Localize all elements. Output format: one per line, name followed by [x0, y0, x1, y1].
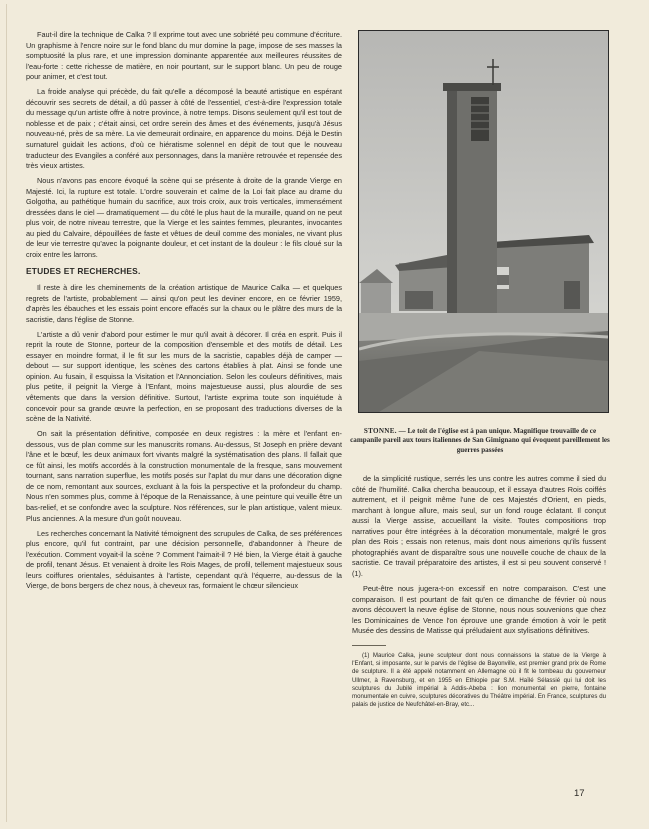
paragraph: Faut-il dire la technique de Calka ? Il exprime tout avec une sobriété peu commune d'écriture. Un graphisme à l'encre noire sur le fond blanc du mur domine la page, impose de ses masses la somptuosité la plus rare, et une impression dominante apparentée aux meilleures réussites de l'eau-forte : cette richesse de matière, en noir pourtant, sur le support blanc. Un peu de rouge pour animer, et c'est tout. — [26, 30, 342, 82]
church-photo-drawing — [359, 31, 608, 412]
paragraph: Les recherches concernant la Nativité témoignent des scrupules de Calka, de ses préférences plus encore, qu'il fut contraint, par une décision personnelle, d'abandonner à l'heure de l'exécution. Comment voyait-il la scène ? Comment l'aimait-il ? Hé bien, la Vierge était à gauche de profil, tenant Jésus. Et venaient à droite les Rois Mages, de profil, tellement majestueux sous leurs coiffures orientales, séduisantes à l'artiste, cependant qu'à l'équerre, au-dessus de la Vierge, de bons bergers de chez nous, à cheveux ras, formaient le chœur silencieux — [26, 528, 342, 591]
left-column — [26, 30, 342, 596]
church-photo — [358, 30, 609, 413]
paragraph: Peut-être nous jugera-t-on excessif en notre comparaison. C'est une comparaison. Il est pourtant de fait qu'en ce dimanche de février où nous avons découvert la neuve église de Stonne, nous nous souvenions que chez les Dominicaines de Vence l'on éprouve une grande émotion à voir le petit Musée des dessins de Matisse qui préludaient aux stylisations définitives. — [352, 583, 606, 636]
paragraph: Il reste à dire les cheminements de la création artistique de Maurice Calka — et quelques regrets de l'artiste, probablement — ainsi qu'on peut les deviner encore, en ce février 1959, d'après les ébauches et les essais point encore effacés sur la chaux ou le plâtre des murs de la sacristie, dans l'église de Stonne. — [26, 283, 342, 324]
footnote-text: (1) Maurice Calka, jeune sculpteur dont nous connaissons la statue de la Vierge à l'Enfant, si imposante, sur le parvis de l'église de Bayonville, est premier grand prix de Rome de sculpture. Il a été appelé notamment en Allemagne où il fit le tombeau du gouverneur Ullmer, à Ravensburg, et en 1955 en Ethiopie par S.M. Haïlé Sélassié qui lui doit les sculptures du Jubilé impérial à Addis-Abeba : lion monumental en pierre, fontaine monumentale en cuivre, sculptures décoratives du Théâtre impérial. En France, sculptures du palais de justice de Neufchâtel-en-Bray, etc... — [352, 651, 606, 709]
right-column — [352, 474, 606, 710]
section-heading: ETUDES ET RECHERCHES. — [26, 266, 141, 277]
paragraph: L'artiste a dû venir d'abord pour estimer le mur qu'il avait à décorer. Il créa en esprit. Puis il reprit la route de Stonne, porteur de la composition d'ensemble et des motifs de détail. Les essayer en moindre format, il le fit sur les murs de la sacristie, capables déjà de camper — debout — sur support identique, les scènes des cartons établies à plat. Ainsi se fonde une opinion. Au fusain, il esquissa la Visitation et l'Annonciation. Selon les couleurs définitives, mais plus petite, il peignit la Vierge à l'Enfant, moins majestueuse aussi, plus alourdie de ses vêtements que dans la version définitive. Surtout, l'artiste exprima toute son inquiétude à concevoir pour sa grande œuvre la perfection, en se proposant des traductions diverses de la scène de la Nativité. — [26, 329, 342, 424]
caption-lead: STONNE. — [363, 427, 397, 435]
footnote — [352, 652, 606, 710]
paragraph: de la simplicité rustique, serrés les uns contre les autres comme il sied du côté de l'humilité. Calka chercha beaucoup, et il essaya d'autres Rois coiffés autrement, et il peignit même l'une de ces Majestés d'Orient, en pieds, marchant à longue allure, mais seul, sur un fond rouge éclatant. Il conçut aussi la Vierge assise, accueillant la visite. Toutes compositions trop narratives pour être intégrées à la décoration monumentale, malgré le gros plan des Rois ; essais non retenus, mais dont nous aimerions qu'ils fussent photographiés avant de disparaître sous une nouvelle couche de chaux de la sacristie. Ce travail préparatoire des artistes, il est si peu souvent conservé ! (1). — [352, 474, 606, 578]
photo-caption — [349, 427, 611, 455]
paragraph: La froide analyse qui précède, du fait qu'elle a décomposé la beauté artistique en espérant découvrir ses secrets de détail, a dû passer à côté de l'essentiel, c'est-à-dire l'expression totale du message qu'un artiste offre à notre province, à notre temps. Disons seulement qu'il est tout de noblesse et de paix ; c'était ainsi, cet ordre serein des âmes et des événements, jusqu'à Jésus nouveau-né, près de sa mère. La vie demeurait ordinaire, en apparence du moins. Déjà le Destin surnaturel guidait les actions, d'où ce hiératisme solennel en dépit de tout que le nouveau traducteur des Evangiles a conféré aux personnages, dans la manière retrouvée et repensée des très vieux artistes. — [26, 87, 342, 171]
paragraph: Nous n'avons pas encore évoqué la scène qui se présente à droite de la grande Vierge en Majesté. Ici, la rupture est totale. L'ordre souverain et calme de la Loi fait place au drame du Golgotha, au pathétique humain du sacrifice, aux trois croix, aux trois verticales, immensément dressées dans le ciel — dramatiquement — du côté le plus haut de la muraille, quand on ne peut plus voir, de notre niveau terrestre, que la Vierge et les saintes femmes, pleurantes, invocantes au pied du Calvaire, dépouillées de faste et vêtues de deuil comme des moniales, ne vivant plus de leur vie terrestre qu'avec la poignante douleur, et cet instant de la douleur : le fils cloué sur la croix entre les larrons. — [26, 176, 342, 259]
caption-text: — Le toit de l'église est à pan unique. Magnifique trouvaille de ce campanile pareil aux tours italiennes de San Gimignano qui évoquent pareillement les guerres passées — [350, 427, 610, 454]
paragraph: On sait la présentation définitive, composée en deux registres : la mère et l'enfant en-dessous, vus de plan comme sur les manuscrits romans. Au-dessus, St Joseph en prière devant l'âne et le bœuf, les deux animaux fort vivants malgré la systématisation des plans. Il fallait que ce fût ainsi, les motifs accordés à la construction monumentale de la fresque, sans mouvement tournant, sans narration superflue, les motifs posés sur l'aplat du mur dans une décoration digne de ce nom, remontant aux sources, excluant à la fois la perspective et la profondeur du champ. Nous n'en sommes plus, comme à l'époque de la Renaissance, à une peinture qui veuille être un bas-relief, et se confondre avec la sculpture. Nos références, sur le plan artistique, valent mieux. Plus anciennes. A la mesure d'un goût nouveau. — [26, 429, 342, 523]
footnote-rule — [352, 645, 386, 646]
page-number: 17 — [574, 788, 585, 799]
